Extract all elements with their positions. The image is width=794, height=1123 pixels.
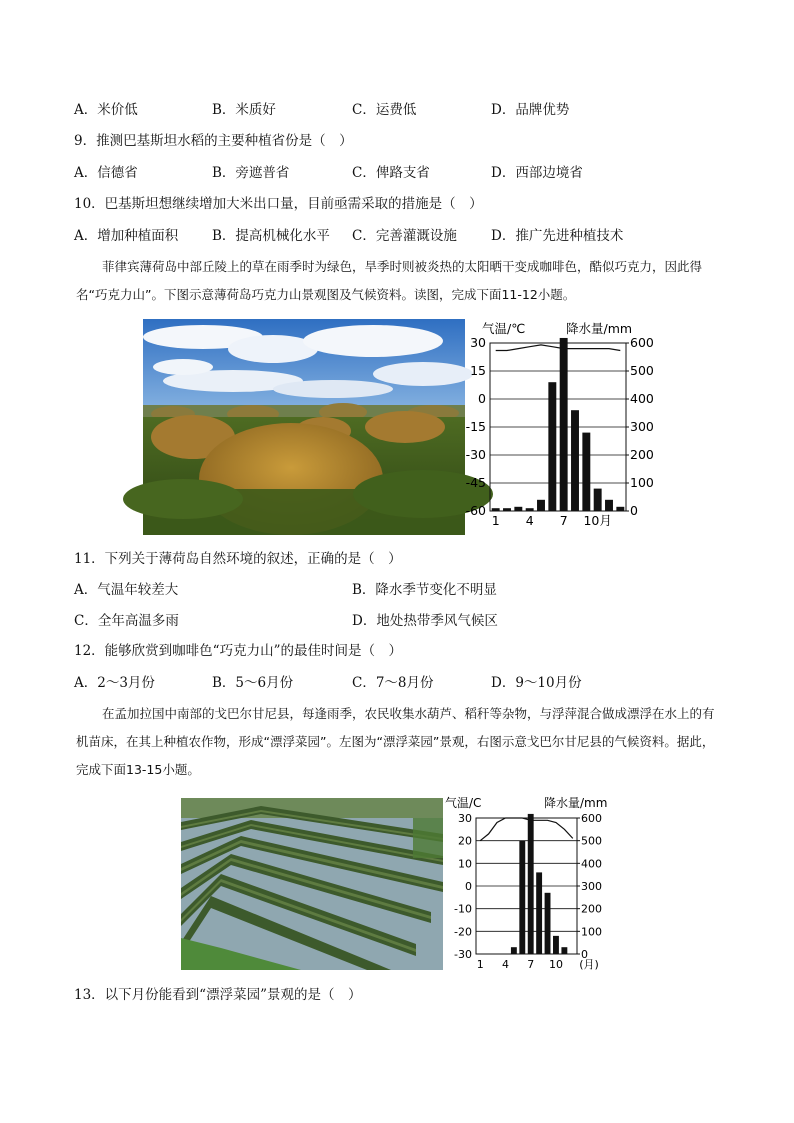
- q9-option-c: C．俾路支省: [352, 165, 430, 181]
- c1-precip-tick: 300: [630, 419, 654, 434]
- c2-temp-tick: 30: [458, 812, 472, 825]
- c2-precip-bar: [545, 893, 551, 954]
- c1-precip-bar: [605, 500, 613, 511]
- c1-temp-tick: -60: [465, 503, 486, 518]
- c1-temp-tick: 30: [470, 335, 486, 350]
- q12-stem: 12．能够欣赏到咖啡色“巧克力山”的最佳时间是（ ）: [74, 643, 402, 659]
- q11-option-c: C．全年高温多雨: [74, 613, 179, 629]
- q11-option-b: B．降水季节变化不明显: [352, 582, 497, 598]
- c1-precip-tick: 100: [630, 475, 654, 490]
- c2-precip-bar: [536, 872, 542, 954]
- c2-precip-bar: [553, 936, 559, 954]
- c1-precip-tick: 400: [630, 391, 654, 406]
- c1-month-tick: 4: [525, 513, 534, 528]
- q8-option-a: A．米价低: [74, 102, 138, 118]
- c1-temp-tick: -15: [465, 419, 486, 434]
- q12-option-a: A．2～3月份: [74, 675, 155, 691]
- q10-stem: 10．巴基斯坦想继续增加大米出口量，目前亟需采取的措施是（ ）: [74, 196, 483, 212]
- c2-precip-tick: 400: [581, 857, 602, 871]
- c1-precip-bar: [537, 500, 545, 511]
- q8-option-d: D．品牌优势: [491, 102, 570, 118]
- q11-option-a: A．气温年较差大: [74, 582, 179, 598]
- c1-temp-tick: 15: [470, 363, 486, 378]
- q9-stem: 9．推测巴基斯坦水稻的主要种植省份是（ ）: [74, 133, 353, 149]
- chocolate-hills-photo: [143, 319, 465, 535]
- q10-option-a: A．增加种植面积: [74, 228, 179, 244]
- c1-precip-bar: [616, 507, 624, 511]
- c2-temp-tick: -10: [454, 902, 472, 916]
- passage-chocolate-hills: 菲律宾薄荷岛中部丘陵上的草在雨季时为绿色，旱季时则被炎热的太阳晒干变成咖啡色，酷似巧克力，因此得名“巧克力山”。下图示意薄荷岛巧克力山景观图及气候资料。读图，完成下面11-12小题。: [76, 259, 703, 302]
- c2-precip-tick: 500: [581, 834, 602, 848]
- c1-precip-bar: [560, 338, 568, 511]
- c1-temp-tick: -45: [465, 475, 486, 490]
- c1-precip-bar: [526, 508, 534, 511]
- bohol-climate-chart: [465, 319, 654, 535]
- c2-precip-tick: 600: [581, 812, 602, 825]
- c1-precip-bar: [594, 489, 602, 511]
- c1-temp-tick: 0: [478, 391, 486, 406]
- floating-garden-photo: [181, 798, 443, 970]
- q9-option-d: D．西部边境省: [491, 165, 583, 181]
- q8-option-c: C．运费低: [352, 102, 417, 118]
- c1-precip-tick: 0: [630, 503, 638, 518]
- c2-precip-bar: [519, 841, 525, 954]
- c2-temp-tick: 0: [465, 880, 472, 893]
- c2-month-tick: 7: [527, 958, 535, 971]
- c1-month-tick: 7: [559, 513, 568, 528]
- c1-temp-tick: -30: [465, 447, 486, 462]
- c1-precip-bar: [514, 507, 522, 511]
- c2-month-tick: (月): [579, 958, 599, 971]
- c1-precip-bar: [571, 410, 579, 511]
- gopalganj-climate-chart: [444, 794, 620, 972]
- c2-precip-tick: 300: [581, 880, 602, 893]
- c1-precip-tick: 500: [630, 363, 654, 378]
- c2-precip-tick: 200: [581, 902, 602, 916]
- q11-stem: 11．下列关于薄荷岛自然环境的叙述，正确的是（ ）: [74, 551, 402, 567]
- q13-stem: 13．以下月份能看到“漂浮菜园”景观的是（ ）: [74, 987, 362, 1003]
- c1-month-tick: 1: [491, 513, 500, 528]
- c2-precip-tick: 0: [581, 948, 588, 961]
- q12-option-d: D．9～10月份: [491, 675, 582, 691]
- c2-temp-tick: 20: [458, 834, 472, 848]
- chart1-temperature-curve: [496, 345, 621, 351]
- q10-option-d: D．推广先进种植技术: [491, 228, 624, 244]
- c1-precip-bar: [503, 508, 511, 511]
- c1-precip-bar: [492, 508, 500, 511]
- chart2-right-axis-label: 降水量/mm: [544, 796, 608, 810]
- chart1-left-axis-label: 气温/℃: [482, 321, 526, 336]
- q9-option-a: A．信德省: [74, 165, 138, 181]
- q10-option-b: B．提高机械化水平: [212, 228, 330, 244]
- c2-precip-bar: [511, 947, 517, 954]
- c2-month-tick: 10: [548, 958, 563, 971]
- chart2-temperature-curve: [480, 818, 573, 841]
- chart2-left-axis-label: 气温/C: [445, 796, 482, 810]
- c2-month-tick: 1: [476, 958, 484, 971]
- c2-month-tick: 4: [501, 958, 509, 971]
- c1-precip-bar: [582, 433, 590, 511]
- c1-precip-bar: [548, 382, 556, 511]
- q12-option-c: C．7～8月份: [352, 675, 434, 691]
- c2-precip-bar: [561, 947, 567, 954]
- c2-precip-tick: 100: [581, 925, 602, 939]
- c1-precip-tick: 600: [630, 335, 654, 350]
- passage-floating-gardens: 在孟加拉国中南部的戈巴尔甘尼县，每逢雨季，农民收集水葫芦、稻秆等杂物，与浮萍混合做成漂浮在水上的有机苗床，在其上种植农作物，形成“漂浮菜园”。左图为“漂浮菜园”景观，右图示意戈巴尔甘尼县的气候资料。据此，完成下面13-15小题。: [76, 706, 715, 777]
- c2-precip-bar: [528, 814, 534, 954]
- q10-option-c: C．完善灌溉设施: [352, 228, 457, 244]
- q8-option-b: B．米质好: [212, 102, 276, 118]
- c2-temp-tick: -30: [454, 948, 472, 961]
- c1-precip-tick: 200: [630, 447, 654, 462]
- c2-temp-tick: 10: [458, 857, 472, 871]
- c1-month-tick: 10月: [583, 513, 612, 528]
- q12-option-b: B．5～6月份: [212, 675, 294, 691]
- chart1-right-axis-label: 降水量/mm: [566, 321, 633, 336]
- q11-option-d: D．地处热带季风气候区: [352, 613, 498, 629]
- c2-temp-tick: -20: [454, 925, 472, 939]
- q9-option-b: B．旁遮普省: [212, 165, 290, 181]
